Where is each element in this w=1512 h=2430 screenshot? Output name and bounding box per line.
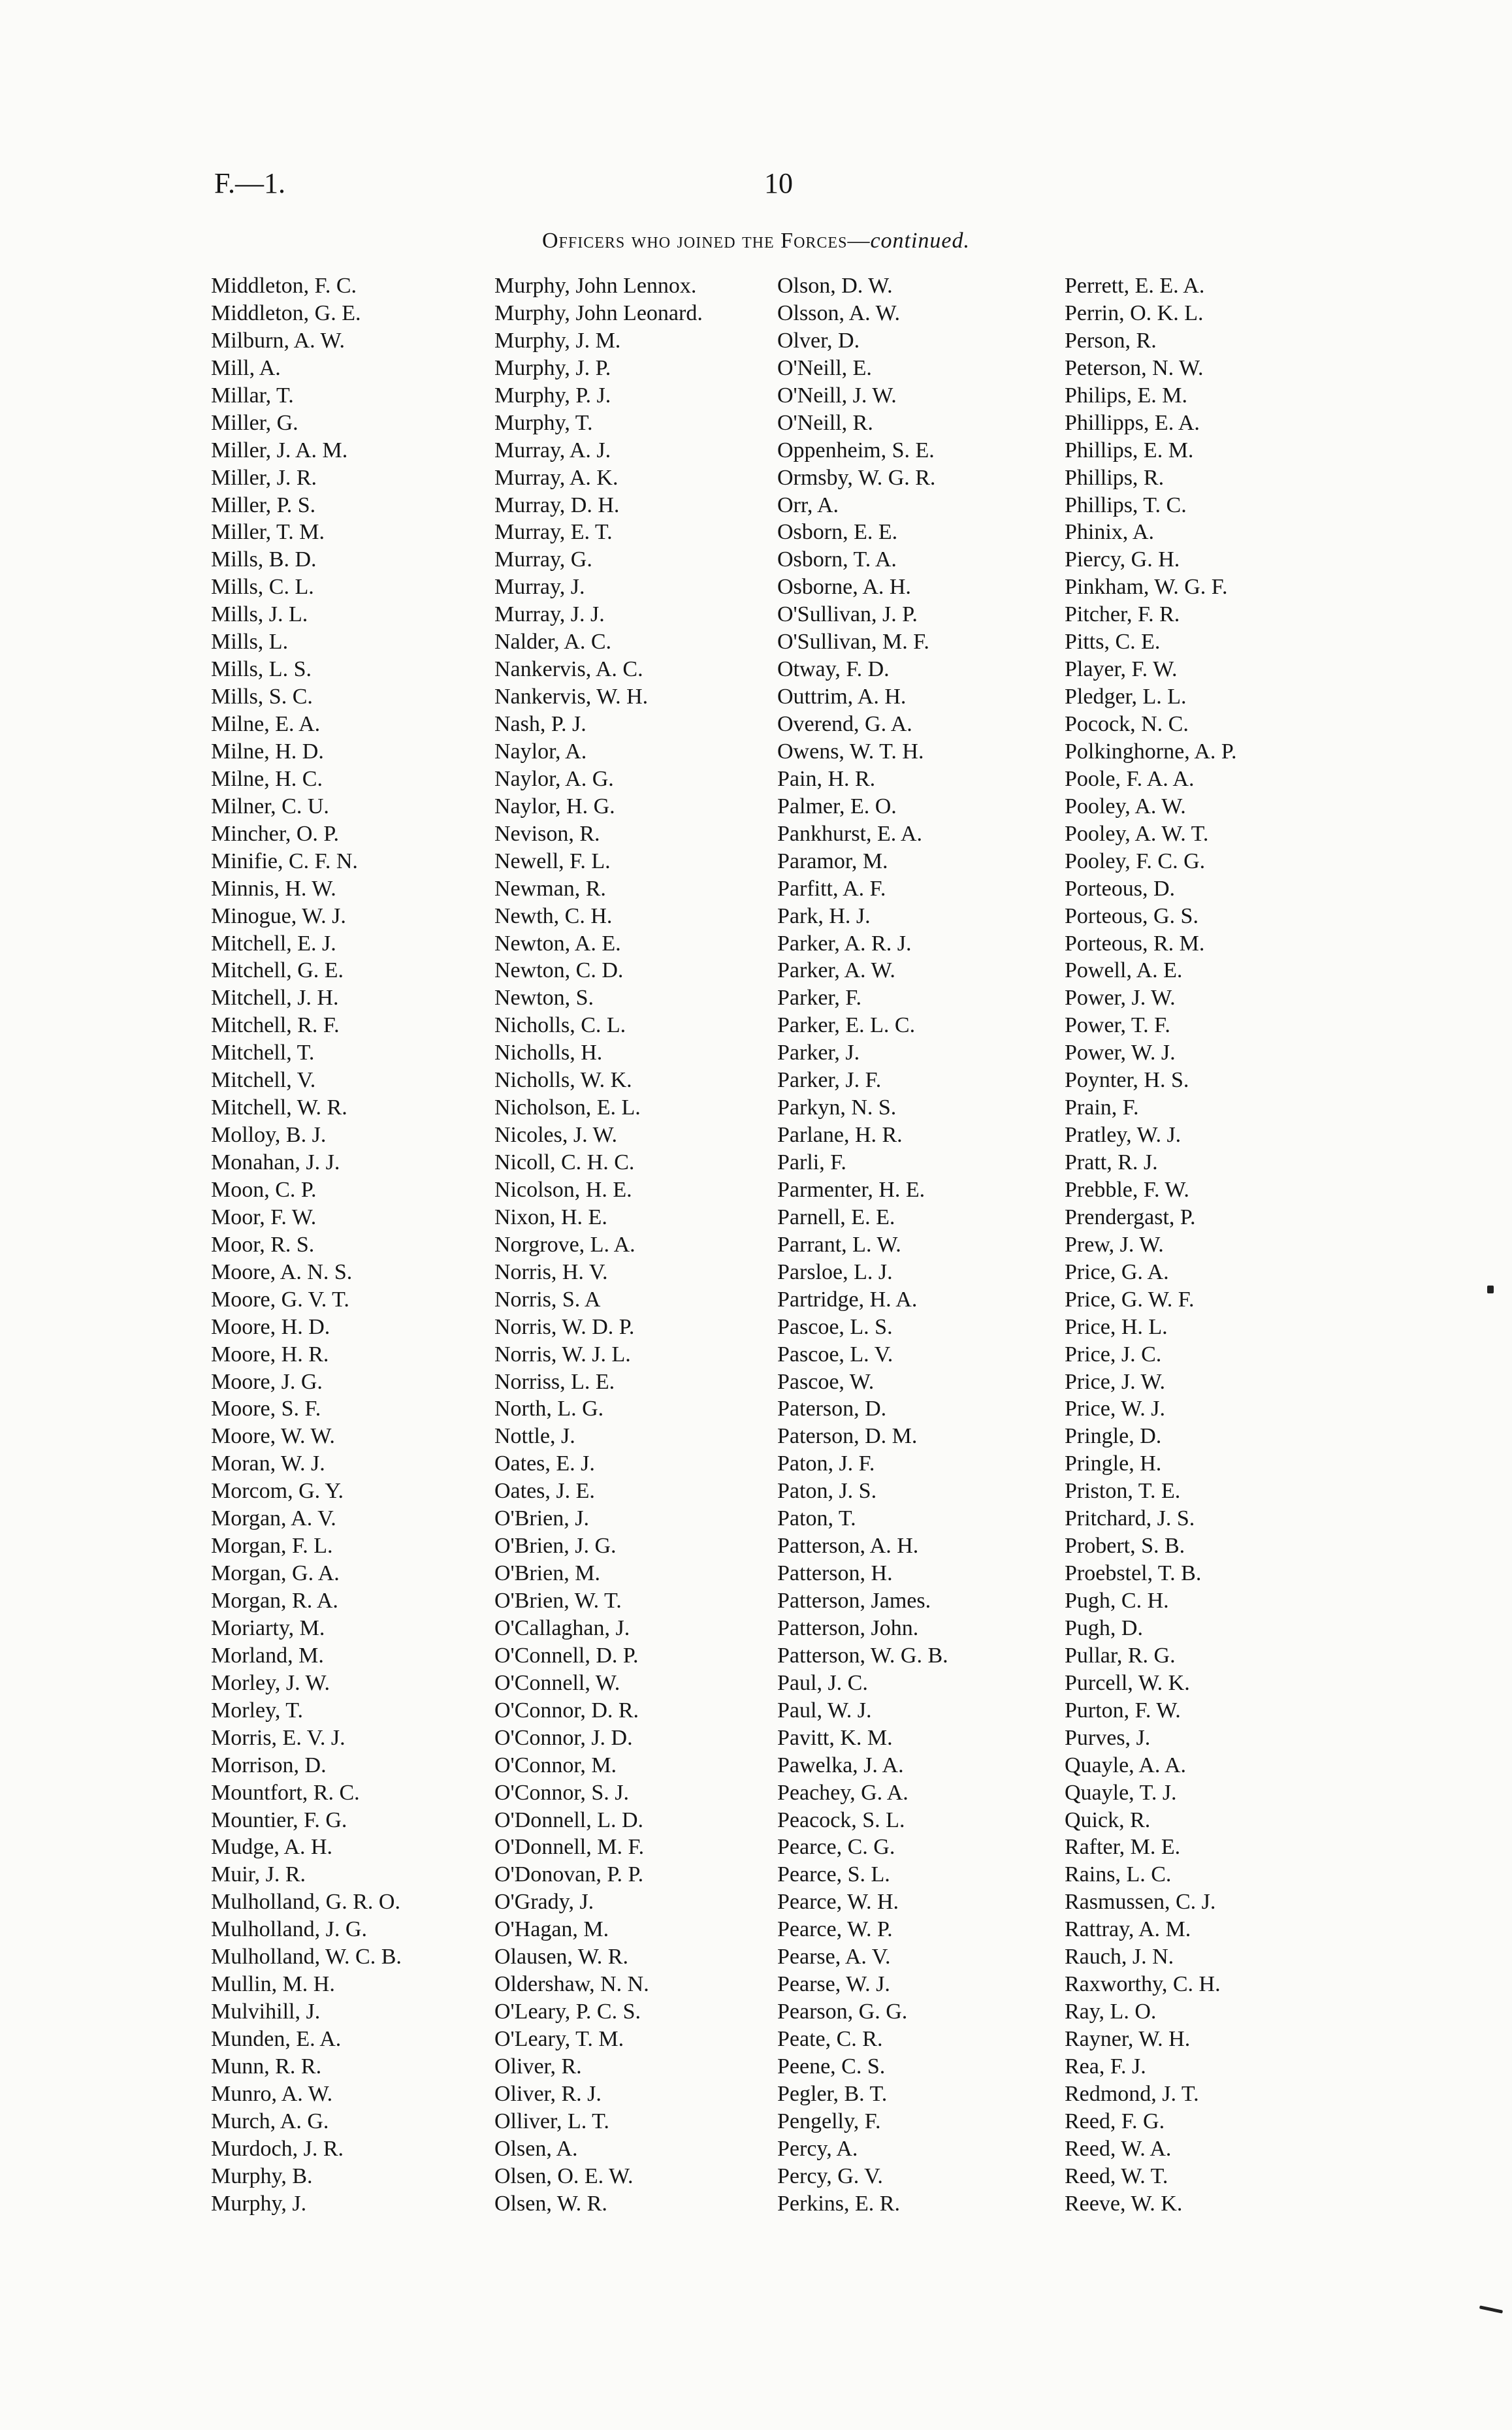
name-entry: Peene, C. S. (777, 2054, 886, 2079)
name-entry: Proebstel, T. B. (1065, 1561, 1202, 1586)
name-entry: Pullar, R. G. (1065, 1643, 1176, 1668)
name-entry: Perrett, E. E. A. (1065, 274, 1205, 298)
name-entry: Milburn, A. W. (211, 328, 345, 353)
name-entry: Pratt, R. J. (1065, 1150, 1158, 1174)
name-entry: O'Connell, W. (494, 1670, 620, 1695)
name-entry: O'Connor, D. R. (494, 1698, 639, 1723)
name-entry: Paterson, D. M. (777, 1424, 918, 1449)
name-entry: Mills, L. S. (211, 657, 312, 682)
name-entry: Pengelly, F. (777, 2109, 881, 2133)
name-entry: Pearson, G. G. (777, 2000, 908, 2024)
name-entry: Mills, J. L. (211, 602, 308, 627)
name-entry: Miller, P. S. (211, 493, 316, 517)
name-entry: Murphy, John Leonard. (494, 300, 703, 325)
name-entry: Moriarty, M. (211, 1615, 325, 1640)
name-entry: Ray, L. O. (1065, 2000, 1157, 2024)
scan-artifact-mark (1487, 1286, 1494, 1293)
name-entry: Mulholland, J. G. (211, 1917, 367, 1942)
name-entry: Parli, F. (777, 1150, 846, 1174)
name-entry: Orr, A. (777, 493, 839, 517)
name-entry: Moore, G. V. T. (211, 1287, 349, 1312)
name-entry: Olliver, L. T. (494, 2109, 609, 2133)
name-entry: Reed, F. G. (1065, 2109, 1165, 2133)
name-entry: Pugh, D. (1065, 1615, 1143, 1640)
scan-artifact-mark (1479, 2305, 1503, 2313)
name-entry: Paterson, D. (777, 1397, 887, 1421)
name-entry: O'Hagan, M. (494, 1917, 609, 1942)
name-entry: Olsen, O. E. W. (494, 2163, 634, 2188)
name-entry: Morgan, G. A. (211, 1561, 340, 1586)
name-entry: Redmond, J. T. (1065, 2081, 1199, 2106)
name-entry: Morgan, F. L. (211, 1534, 333, 1559)
name-entry: Molloy, B. J. (211, 1123, 327, 1148)
name-entry: Murray, D. H. (494, 493, 620, 517)
name-entry: Nicoll, C. H. C. (494, 1150, 635, 1174)
name-entry: Parker, J. F. (777, 1068, 882, 1093)
name-entry: Moore, S. F. (211, 1397, 321, 1421)
name-entry: Oliver, R. J. (494, 2081, 602, 2106)
name-entry: Person, R. (1065, 328, 1157, 353)
name-entry: Percy, G. V. (777, 2163, 883, 2188)
name-entry: Rattray, A. M. (1065, 1917, 1191, 1942)
name-entry: O'Brien, W. T. (494, 1589, 622, 1613)
name-entry: Rains, L. C. (1065, 1862, 1172, 1887)
name-entry: Nixon, H. E. (494, 1205, 607, 1229)
name-entry: Rafter, M. E. (1065, 1835, 1181, 1860)
name-entry: Power, T. F. (1065, 1013, 1170, 1038)
name-entry: Naylor, H. G. (494, 794, 615, 818)
name-entry: O'Donnell, L. D. (494, 1807, 644, 1832)
name-entry: Phillips, R. (1065, 465, 1165, 490)
name-entry: Morgan, A. V. (211, 1506, 336, 1531)
name-entry: Monahan, J. J. (211, 1150, 340, 1174)
name-entry: Oldershaw, N. N. (494, 1972, 649, 1997)
name-entry: Priston, T. E. (1065, 1479, 1181, 1504)
name-entry: O'Connor, M. (494, 1753, 617, 1777)
name-column-4 (1065, 272, 1345, 2218)
name-entry: Pledger, L. L. (1065, 685, 1187, 709)
name-entry: Minnis, H. W. (211, 876, 336, 901)
name-entry: Newton, C. D. (494, 958, 624, 983)
name-entry: Purcell, W. K. (1065, 1670, 1190, 1695)
name-entry: Quayle, A. A. (1065, 1753, 1187, 1777)
name-entry: Poynter, H. S. (1065, 1068, 1189, 1093)
name-entry: Morris, E. V. J. (211, 1725, 346, 1750)
name-entry: Parlane, H. R. (777, 1123, 903, 1148)
name-entry: Nevison, R. (494, 821, 600, 846)
name-entry: O'Donnell, M. F. (494, 1835, 645, 1860)
name-entry: Nankervis, W. H. (494, 685, 649, 709)
name-entry: Murray, A. J. (494, 438, 611, 462)
name-entry: Price, J. C. (1065, 1342, 1162, 1367)
name-entry: Reed, W. A. (1065, 2136, 1172, 2161)
name-entry: O'Donovan, P. P. (494, 1862, 644, 1887)
name-entry: Power, J. W. (1065, 986, 1176, 1011)
name-entry: Parker, J. (777, 1041, 860, 1065)
name-entry: Mitchell, R. F. (211, 1013, 340, 1038)
name-entry: Murray, J. (494, 575, 585, 600)
name-entry: Oppenheim, S. E. (777, 438, 935, 462)
name-entry: Nicholson, E. L. (494, 1095, 641, 1120)
name-entry: Newth, C. H. (494, 903, 613, 928)
name-entry: Milne, E. A. (211, 712, 321, 736)
name-entry: Moore, H. R. (211, 1342, 329, 1367)
name-entry: Mountier, F. G. (211, 1807, 347, 1832)
name-entry: Paramor, M. (777, 849, 888, 873)
name-entry: Moore, H. D. (211, 1314, 330, 1339)
name-entry: Polkinghorne, A. P. (1065, 739, 1237, 764)
page-header (0, 167, 1512, 212)
name-entry: Pegler, B. T. (777, 2081, 888, 2106)
name-entry: Philips, E. M. (1065, 383, 1187, 408)
name-entry: Pringle, D. (1065, 1424, 1162, 1449)
name-entry: Norris, W. D. P. (494, 1314, 635, 1339)
name-entry: Mulholland, W. C. B. (211, 1945, 402, 1969)
name-column-2 (494, 272, 775, 2218)
name-entry: Phillips, E. M. (1065, 438, 1194, 462)
name-entry: Pritchard, J. S. (1065, 1506, 1195, 1531)
name-entry: Mitchell, E. J. (211, 931, 336, 956)
name-entry: Morley, T. (211, 1698, 304, 1723)
name-entry: Nankervis, A. C. (494, 657, 643, 682)
name-entry: Olausen, W. R. (494, 1945, 628, 1969)
name-entry: Moore, W. W. (211, 1424, 335, 1449)
name-entry: Prain, F. (1065, 1095, 1139, 1120)
name-entry: Peachey, G. A. (777, 1780, 909, 1805)
name-entry: Miller, T. M. (211, 520, 325, 545)
name-entry: O'Neill, R. (777, 410, 873, 435)
name-entry: Morcom, G. Y. (211, 1479, 344, 1504)
name-entry: Middleton, F. C. (211, 274, 357, 298)
name-entry: Naylor, A. G. (494, 766, 614, 791)
name-entry: Pearce, C. G. (777, 1835, 895, 1860)
name-entry: O'Connor, J. D. (494, 1725, 633, 1750)
name-entry: Olsson, A. W. (777, 300, 900, 325)
name-entry: Olsen, W. R. (494, 2191, 607, 2216)
name-entry: O'Sullivan, J. P. (777, 602, 918, 627)
name-entry: Player, F. W. (1065, 657, 1178, 682)
name-entry: Murphy, T. (494, 410, 593, 435)
name-entry: Pearse, W. J. (777, 1972, 890, 1997)
name-entry: Pooley, A. W. T. (1065, 821, 1209, 846)
name-entry: Perrin, O. K. L. (1065, 300, 1204, 325)
name-entry: Quayle, T. J. (1065, 1780, 1177, 1805)
name-entry: Mountfort, R. C. (211, 1780, 360, 1805)
name-entry: Patterson, John. (777, 1615, 919, 1640)
name-entry: Porteous, D. (1065, 876, 1176, 901)
name-entry: Norris, W. J. L. (494, 1342, 631, 1367)
name-entry: Mullin, M. H. (211, 1972, 335, 1997)
name-entry: Price, G. W. F. (1065, 1287, 1195, 1312)
name-entry: Parker, F. (777, 986, 862, 1011)
name-entry: Minogue, W. J. (211, 903, 346, 928)
name-entry: Pearse, A. V. (777, 1945, 891, 1969)
name-entry: Olson, D. W. (777, 274, 893, 298)
name-entry: Mitchell, V. (211, 1068, 316, 1093)
name-entry: Palmer, E. O. (777, 794, 897, 818)
name-entry: Quick, R. (1065, 1807, 1151, 1832)
name-entry: Naylor, A. (494, 739, 587, 764)
name-entry: Newton, A. E. (494, 931, 621, 956)
name-entry: O'Neill, E. (777, 355, 872, 380)
name-entry: Milne, H. D. (211, 739, 324, 764)
name-entry: Reed, W. T. (1065, 2163, 1168, 2188)
name-entry: Power, W. J. (1065, 1041, 1176, 1065)
name-entry: Oliver, R. (494, 2054, 582, 2079)
name-entry: Pascoe, W. (777, 1369, 875, 1394)
name-entry: Murphy, J. M. (494, 328, 621, 353)
name-entry: Muir, J. R. (211, 1862, 306, 1887)
name-entry: Pooley, F. C. G. (1065, 849, 1206, 873)
name-entry: Murray, J. J. (494, 602, 605, 627)
name-entry: Poole, F. A. A. (1065, 766, 1195, 791)
name-entry: Paul, W. J. (777, 1698, 872, 1723)
name-entry: Norgrove, L. A. (494, 1232, 635, 1257)
name-entry: Purves, J. (1065, 1725, 1151, 1750)
name-entry: Parnell, E. E. (777, 1205, 895, 1229)
name-entry: Patterson, James. (777, 1589, 931, 1613)
name-entry: Murray, E. T. (494, 520, 613, 545)
name-entry: Raxworthy, C. H. (1065, 1972, 1221, 1997)
name-entry: Miller, J. R. (211, 465, 317, 490)
name-entry: Pearce, W. H. (777, 1890, 899, 1915)
name-entry: Pavitt, K. M. (777, 1725, 893, 1750)
name-entry: Price, H. L. (1065, 1314, 1168, 1339)
name-entry: Piercy, G. H. (1065, 547, 1180, 572)
name-entry: Pinkham, W. G. F. (1065, 575, 1228, 600)
name-entry: Price, G. A. (1065, 1259, 1169, 1284)
name-entry: Price, W. J. (1065, 1397, 1165, 1421)
name-entry: Moore, J. G. (211, 1369, 323, 1394)
name-entry: O'Grady, J. (494, 1890, 594, 1915)
name-entry: Newman, R. (494, 876, 606, 901)
name-entry: Rauch, J. N. (1065, 1945, 1174, 1969)
name-entry: Parkyn, N. S. (777, 1095, 897, 1120)
name-entry: Oates, J. E. (494, 1479, 595, 1504)
name-entry: Pitts, C. E. (1065, 630, 1161, 655)
name-column-1 (211, 272, 492, 2218)
name-entry: Miller, J. A. M. (211, 438, 348, 462)
name-entry: Peterson, N. W. (1065, 355, 1204, 380)
name-entry: O'Leary, T. M. (494, 2027, 624, 2051)
name-entry: Pascoe, L. V. (777, 1342, 893, 1367)
name-entry: Pawelka, J. A. (777, 1753, 904, 1777)
name-entry: Purton, F. W. (1065, 1698, 1181, 1723)
name-entry: Outtrim, A. H. (777, 685, 907, 709)
name-entry: Overend, G. A. (777, 712, 912, 736)
name-entry: Mills, C. L. (211, 575, 314, 600)
name-entry: Murphy, J. P. (494, 355, 611, 380)
name-entry: Moor, R. S. (211, 1232, 315, 1257)
name-entry: Pearce, S. L. (777, 1862, 890, 1887)
name-entry: Paton, T. (777, 1506, 856, 1531)
name-entry: Munden, E. A. (211, 2027, 342, 2051)
name-entry: Nalder, A. C. (494, 630, 611, 655)
heading-title: Officers who joined the Forces— (541, 229, 871, 253)
name-entry: Prebble, F. W. (1065, 1177, 1189, 1202)
name-entry: Mill, A. (211, 355, 281, 380)
name-entry: Parsloe, L. J. (777, 1259, 893, 1284)
name-entry: Norris, H. V. (494, 1259, 608, 1284)
name-entry: Paton, J. F. (777, 1451, 875, 1476)
name-entry: Paton, J. S. (777, 1479, 877, 1504)
name-column-3 (777, 272, 1058, 2218)
name-entry: Pratley, W. J. (1065, 1123, 1182, 1148)
name-entry: North, L. G. (494, 1397, 604, 1421)
name-entry: Patterson, W. G. B. (777, 1643, 948, 1668)
name-entry: O'Callaghan, J. (494, 1615, 630, 1640)
name-entry: Prendergast, P. (1065, 1205, 1196, 1229)
name-entry: Mills, S. C. (211, 685, 313, 709)
name-entry: Rasmussen, C. J. (1065, 1890, 1216, 1915)
name-entry: Otway, F. D. (777, 657, 890, 682)
name-entry: O'Neill, J. W. (777, 383, 897, 408)
name-entry: Olver, D. (777, 328, 860, 353)
name-entry: Porteous, R. M. (1065, 931, 1205, 956)
name-entry: O'Brien, J. (494, 1506, 589, 1531)
name-entry: Pain, H. R. (777, 766, 876, 791)
name-entry: Milner, C. U. (211, 794, 329, 818)
name-entry: Patterson, A. H. (777, 1534, 919, 1559)
name-entry: Newell, F. L. (494, 849, 611, 873)
name-entry: Peate, C. R. (777, 2027, 883, 2051)
name-entry: Nash, P. J. (494, 712, 587, 736)
name-entry: Pitcher, F. R. (1065, 602, 1180, 627)
name-entry: Norriss, L. E. (494, 1369, 615, 1394)
name-entry: Munn, R. R. (211, 2054, 322, 2079)
name-entry: Osborne, A. H. (777, 575, 911, 600)
name-entry: Price, J. W. (1065, 1369, 1165, 1394)
name-entry: Nicholls, W. K. (494, 1068, 632, 1093)
name-entry: Nicolson, H. E. (494, 1177, 632, 1202)
name-entry: Prew, J. W. (1065, 1232, 1164, 1257)
name-entry: Probert, S. B. (1065, 1534, 1185, 1559)
name-entry: Parrant, L. W. (777, 1232, 901, 1257)
name-entry: O'Connor, S. J. (494, 1780, 629, 1805)
name-entry: Mills, B. D. (211, 547, 317, 572)
name-entry: Paul, J. C. (777, 1670, 868, 1695)
name-entry: Pearce, W. P. (777, 1917, 893, 1942)
name-entry: Milne, H. C. (211, 766, 323, 791)
name-entry: Rayner, W. H. (1065, 2027, 1191, 2051)
name-entry: Murray, G. (494, 547, 592, 572)
name-entry: Murphy, John Lennox. (494, 274, 697, 298)
name-entry: Nottle, J. (494, 1424, 575, 1449)
name-entry: Parmenter, H. E. (777, 1177, 925, 1202)
name-entry: Ormsby, W. G. R. (777, 465, 936, 490)
name-entry: Pooley, A. W. (1065, 794, 1186, 818)
name-entry: Morrison, D. (211, 1753, 327, 1777)
name-entry: Oates, E. J. (494, 1451, 595, 1476)
name-entry: Nicholls, C. L. (494, 1013, 626, 1038)
name-entry: Miller, G. (211, 410, 298, 435)
name-entry: Phillipps, E. A. (1065, 410, 1200, 435)
name-entry: Mitchell, W. R. (211, 1095, 347, 1120)
name-entry: Osborn, E. E. (777, 520, 898, 545)
name-entry: Olsen, A. (494, 2136, 578, 2161)
name-entry: Morley, J. W. (211, 1670, 330, 1695)
name-entry: Murdoch, J. R. (211, 2136, 344, 2161)
name-entry: Parker, A. R. J. (777, 931, 912, 956)
name-entry: Parker, A. W. (777, 958, 895, 983)
name-entry: Osborn, T. A. (777, 547, 897, 572)
page-number: 10 (764, 167, 793, 199)
name-entry: Mills, L. (211, 630, 289, 655)
name-entry: Mitchell, T. (211, 1041, 315, 1065)
name-entry: Pankhurst, E. A. (777, 821, 922, 846)
name-entry: Reeve, W. K. (1065, 2191, 1183, 2216)
name-entry: Owens, W. T. H. (777, 739, 924, 764)
name-entry: Phinix, A. (1065, 520, 1154, 545)
document-reference: F.—1. (214, 167, 285, 199)
name-entry: Parker, E. L. C. (777, 1013, 916, 1038)
name-entry: Perkins, E. R. (777, 2191, 900, 2216)
name-entry: Morland, M. (211, 1643, 324, 1668)
name-entry: Moore, A. N. S. (211, 1259, 353, 1284)
name-entry: Pugh, C. H. (1065, 1589, 1169, 1613)
name-entry: Partridge, H. A. (777, 1287, 918, 1312)
name-entry: Mudge, A. H. (211, 1835, 333, 1860)
name-entry: Morgan, R. A. (211, 1589, 338, 1613)
name-entry: Patterson, H. (777, 1561, 893, 1586)
name-entry: Murphy, P. J. (494, 383, 611, 408)
section-heading (0, 229, 1512, 253)
name-entry: Moor, F. W. (211, 1205, 317, 1229)
name-entry: Munro, A. W. (211, 2081, 333, 2106)
name-entry: Pocock, N. C. (1065, 712, 1189, 736)
name-entry: Rea, F. J. (1065, 2054, 1146, 2079)
name-entry: Nicholls, H. (494, 1041, 603, 1065)
name-entry: Murray, A. K. (494, 465, 619, 490)
name-entry: Peacock, S. L. (777, 1807, 905, 1832)
name-entry: Percy, A. (777, 2136, 858, 2161)
name-entry: Mitchell, G. E. (211, 958, 344, 983)
name-entry: O'Sullivan, M. F. (777, 630, 929, 655)
name-entry: Murphy, B. (211, 2163, 313, 2188)
name-entry: Mulholland, G. R. O. (211, 1890, 400, 1915)
name-entry: Phillips, T. C. (1065, 493, 1187, 517)
name-entry: Norris, S. A (494, 1287, 601, 1312)
name-entry: Minifie, C. F. N. (211, 849, 358, 873)
name-entry: Pascoe, L. S. (777, 1314, 893, 1339)
name-entry: Murphy, J. (211, 2191, 307, 2216)
name-entry: Pringle, H. (1065, 1451, 1162, 1476)
name-entry: Powell, A. E. (1065, 958, 1183, 983)
name-entry: Porteous, G. S. (1065, 903, 1198, 928)
name-entry: Millar, T. (211, 383, 294, 408)
name-entry: Parfitt, A. F. (777, 876, 886, 901)
name-entry: O'Brien, J. G. (494, 1534, 617, 1559)
name-entry: Murch, A. G. (211, 2109, 329, 2133)
name-entry: Mulvihill, J. (211, 2000, 321, 2024)
name-entry: O'Connell, D. P. (494, 1643, 639, 1668)
name-entry: Moran, W. J. (211, 1451, 325, 1476)
name-entry: O'Brien, M. (494, 1561, 600, 1586)
name-entry: Mincher, O. P. (211, 821, 340, 846)
name-entry: O'Leary, P. C. S. (494, 2000, 641, 2024)
name-entry: Middleton, G. E. (211, 300, 361, 325)
heading-continued: continued. (870, 229, 971, 253)
name-entry: Moon, C. P. (211, 1177, 317, 1202)
name-entry: Nicoles, J. W. (494, 1123, 617, 1148)
name-entry: Park, H. J. (777, 903, 871, 928)
name-entry: Newton, S. (494, 986, 594, 1011)
name-entry: Mitchell, J. H. (211, 986, 339, 1011)
